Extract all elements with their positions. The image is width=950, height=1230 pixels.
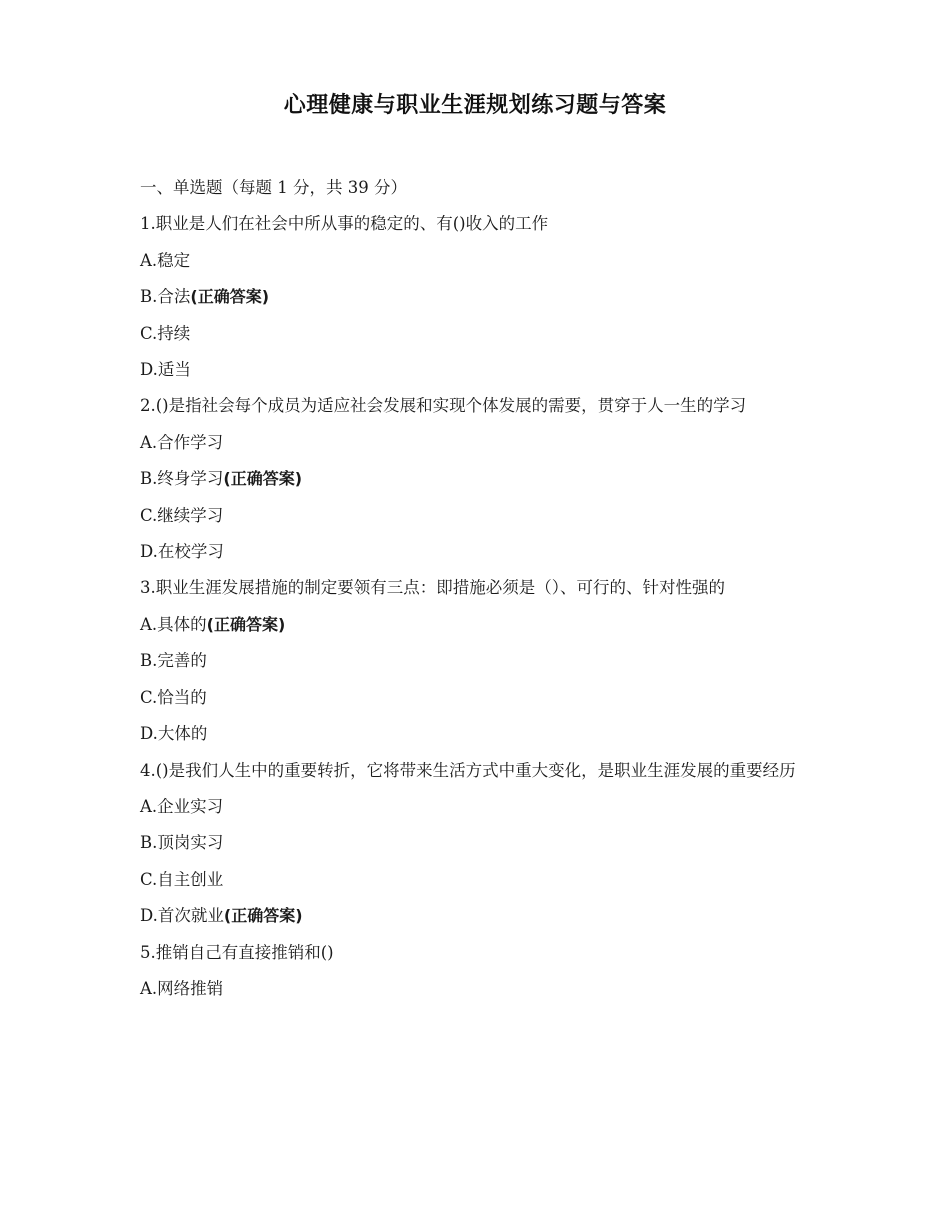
question-stem: 4.()是我们人生中的重要转折，它将带来生活方式中重大变化，是职业生涯发展的重要经历 [140,760,796,780]
question-5 [140,935,820,1008]
option-text: C.持续 [140,323,191,343]
question-stem: 1.职业是人们在社会中所从事的稳定的、有()收入的工作 [140,214,549,234]
option-text: D.在校学习 [140,542,224,562]
option-text: A.合作学习 [140,432,224,452]
option-b [140,825,820,861]
option-a [140,971,820,1007]
question-4 [140,753,820,935]
question-stem: 3.职业生涯发展措施的制定要领有三点：即措施必须是（）、可行的、针对性强的 [140,578,725,598]
option-text: A.企业实习 [140,796,224,816]
option-text: B.完善的 [140,651,207,671]
option-d [140,716,820,752]
correct-answer-marker: (正确答案) [206,614,286,634]
option-text: B.顶岗实习 [140,833,224,853]
option-d [140,898,820,934]
option-a [140,789,820,825]
option-c [140,862,820,898]
option-text: D.适当 [140,360,191,380]
option-text: A.具体的 [140,614,207,634]
question-1 [140,206,820,388]
option-text: B.终身学习 [140,469,224,489]
question-stem: 5.推销自己有直接推销和() [140,942,334,962]
option-b [140,461,820,497]
document-body [140,170,820,1007]
option-text: D.大体的 [140,724,208,744]
correct-answer-marker: (正确答案) [223,469,303,489]
option-text: B.合法 [140,287,191,307]
option-b [140,279,820,315]
option-c [140,680,820,716]
option-a [140,425,820,461]
option-text: C.继续学习 [140,505,224,525]
option-c [140,316,820,352]
option-b [140,643,820,679]
question-3 [140,570,820,752]
option-text: C.恰当的 [140,687,207,707]
option-d [140,534,820,570]
option-text: A.稳定 [140,250,191,270]
option-text: C.自主创业 [140,869,224,889]
question-2 [140,388,820,570]
question-stem: 2.()是指社会每个成员为适应社会发展和实现个体发展的需要，贯穿于人一生的学习 [140,396,747,416]
option-a [140,243,820,279]
option-a [140,607,820,643]
option-d [140,352,820,388]
section-heading: 一、单选题（每题 1 分，共 39 分） [140,178,407,197]
correct-answer-marker: (正确答案) [223,906,303,926]
document-title: 心理健康与职业生涯规划练习题与答案 [283,93,667,118]
correct-answer-marker: (正确答案) [190,287,270,307]
option-text: A.网络推销 [140,978,224,998]
option-c [140,498,820,534]
option-text: D.首次就业 [140,906,224,926]
